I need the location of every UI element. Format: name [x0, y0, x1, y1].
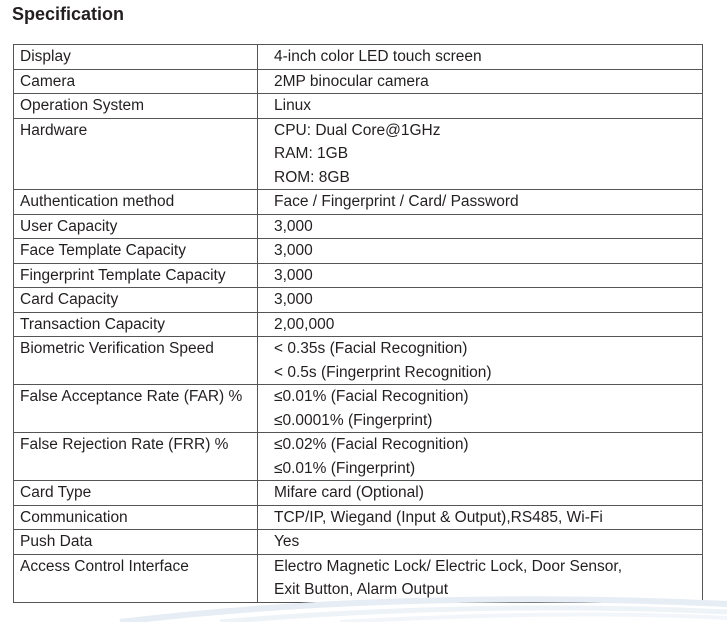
- spec-value-line: 3,000: [274, 217, 313, 235]
- table-row: [14, 288, 703, 313]
- table-row: [14, 94, 703, 119]
- spec-value-line: < 0.5s (Fingerprint Recognition): [274, 363, 492, 381]
- table-row: [14, 530, 703, 555]
- spec-label: Operation System: [14, 94, 258, 119]
- spec-value-line: CPU: Dual Core@1GHz: [274, 121, 441, 139]
- spec-value-line: ≤0.01% (Fingerprint): [274, 459, 416, 477]
- table-row: [14, 239, 703, 264]
- spec-value-line: 4-inch color LED touch screen: [274, 48, 482, 65]
- spec-value: [258, 239, 703, 264]
- spec-value: [258, 481, 703, 506]
- table-row: [14, 69, 703, 94]
- spec-value-line: RAM: 1GB: [274, 145, 349, 162]
- spec-label: User Capacity: [14, 214, 258, 239]
- spec-value: [258, 214, 703, 239]
- spec-value-line: Electro Magnetic Lock/ Electric Lock, Door Sensor,: [274, 557, 623, 575]
- spec-value-line: < 0.35s (Facial Recognition): [274, 340, 468, 357]
- spec-label: Face Template Capacity: [14, 239, 258, 264]
- spec-value-line: ROM: 8GB: [274, 168, 350, 186]
- spec-value: [258, 94, 703, 119]
- table-row: [14, 214, 703, 239]
- spec-value: [258, 45, 703, 70]
- spec-value-line: Mifare card (Optional): [274, 484, 424, 501]
- table-row: [14, 45, 703, 70]
- spec-value: [258, 312, 703, 337]
- decorative-swoosh: [0, 590, 727, 622]
- spec-label: Authentication method: [14, 190, 258, 215]
- spec-value-line: ≤0.0001% (Fingerprint): [274, 411, 433, 429]
- specification-table-body: [14, 45, 703, 603]
- page-title: Specification: [12, 4, 125, 24]
- spec-value: [258, 288, 703, 313]
- spec-label: Transaction Capacity: [14, 312, 258, 337]
- spec-label: Card Type: [14, 481, 258, 506]
- spec-label: False Acceptance Rate (FAR) %: [14, 385, 258, 433]
- spec-value-line: TCP/IP, Wiegand (Input & Output),RS485, Wi-Fi: [274, 508, 603, 526]
- table-row: [14, 481, 703, 506]
- table-row: [14, 433, 703, 481]
- spec-value-line: Exit Button, Alarm Output: [274, 581, 449, 598]
- spec-label: Fingerprint Template Capacity: [14, 263, 258, 288]
- spec-label: Hardware: [14, 118, 258, 190]
- spec-value-line: ≤0.01% (Facial Recognition): [274, 388, 469, 405]
- table-row: [14, 505, 703, 530]
- spec-label: Display: [14, 45, 258, 70]
- spec-label: Camera: [14, 69, 258, 94]
- spec-value-line: 2,00,000: [274, 315, 335, 333]
- spec-label: Access Control Interface: [14, 554, 258, 602]
- spec-value: [258, 190, 703, 215]
- spec-value: [258, 263, 703, 288]
- table-row: [14, 190, 703, 215]
- spec-value: [258, 385, 703, 433]
- spec-value: [258, 118, 703, 190]
- table-row: [14, 385, 703, 433]
- spec-value-line: 3,000: [274, 242, 313, 259]
- spec-value: [258, 433, 703, 481]
- spec-value-line: ≤0.02% (Facial Recognition): [274, 436, 469, 453]
- spec-value: [258, 530, 703, 555]
- spec-label: Push Data: [14, 530, 258, 555]
- spec-value: [258, 337, 703, 385]
- table-row: [14, 312, 703, 337]
- spec-value-line: Face / Fingerprint / Card/ Password: [274, 193, 519, 210]
- spec-label: False Rejection Rate (FRR) %: [14, 433, 258, 481]
- spec-label: Card Capacity: [14, 288, 258, 313]
- spec-value-line: 3,000: [274, 266, 313, 284]
- spec-value-line: Linux: [274, 97, 312, 114]
- spec-value-line: Yes: [274, 533, 300, 550]
- spec-label: Communication: [14, 505, 258, 530]
- specification-table: [13, 44, 703, 603]
- spec-value: [258, 505, 703, 530]
- spec-value: [258, 69, 703, 94]
- table-row: [14, 118, 703, 190]
- table-row: [14, 263, 703, 288]
- spec-label: Biometric Verification Speed: [14, 337, 258, 385]
- spec-value-line: 2MP binocular camera: [274, 72, 429, 90]
- table-row: [14, 337, 703, 385]
- spec-value-line: 3,000: [274, 291, 313, 308]
